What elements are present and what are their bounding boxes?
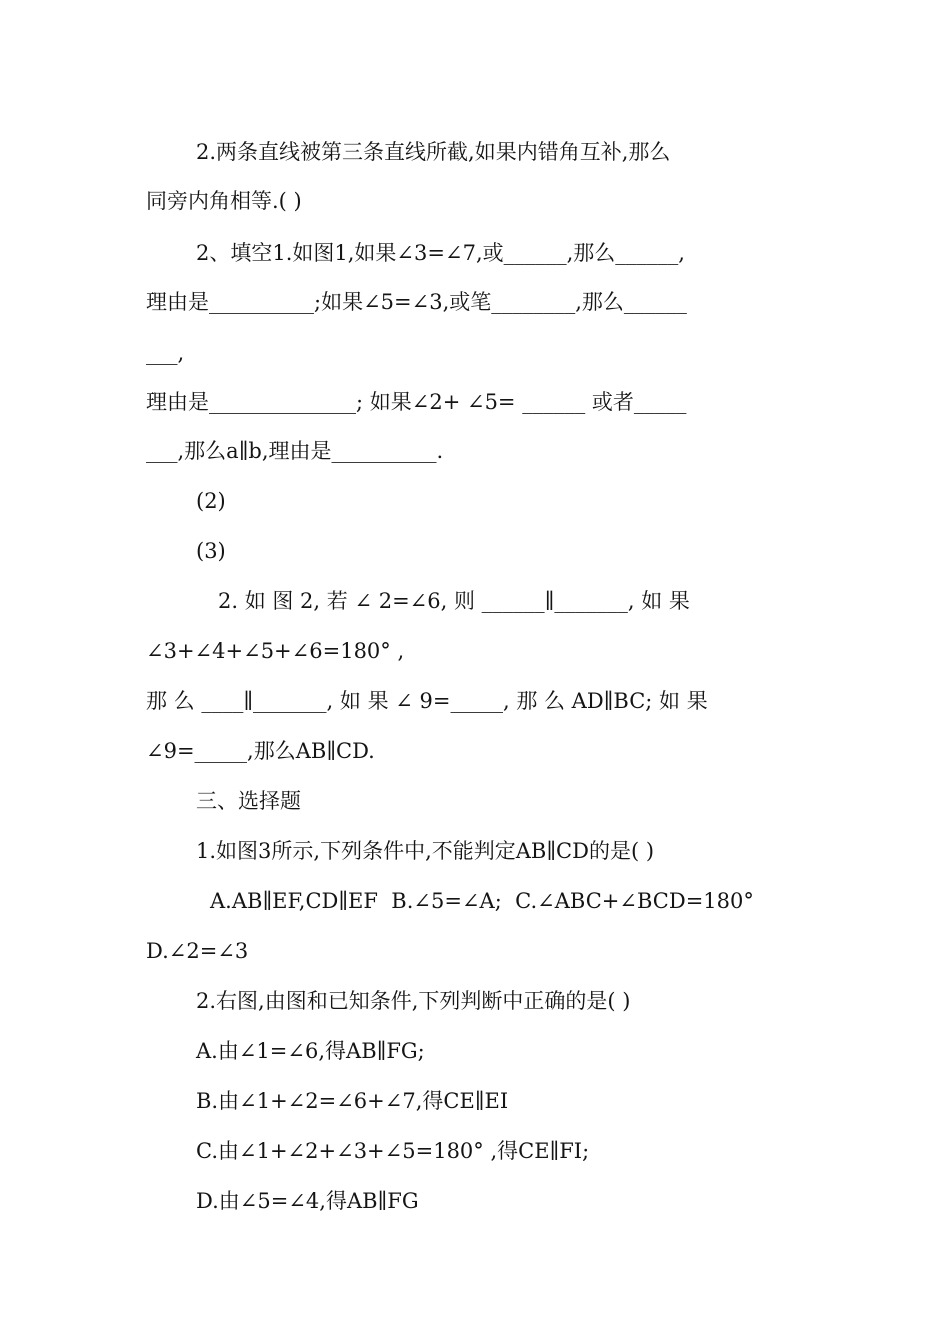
text-line: D.由∠5=∠4,得AB∥FG (196, 1189, 419, 1213)
text-line: ∠3+∠4+∠5+∠6=180° , (146, 639, 405, 663)
text-line: C.由∠1+∠2+∠3+∠5=180° ,得CE∥FI; (196, 1139, 590, 1163)
text-line: B.由∠1+∠2=∠6+∠7,得CE∥EI (196, 1089, 509, 1113)
text-line: A.由∠1=∠6,得AB∥FG; (196, 1039, 425, 1063)
text-line: ___,那么a∥b,理由是__________. (146, 439, 444, 463)
text-line: 2.两条直线被第三条直线所截,如果内错角互补,那么 (196, 140, 671, 164)
section-heading: 三、选择题 (196, 789, 301, 813)
text-line: 2. 如 图 2, 若 ∠ 2=∠6, 则 ______∥_______, 如 果 (218, 589, 690, 613)
text-line: 理由是______________; 如果∠2+ ∠5= ______ 或者_____ (146, 390, 687, 414)
text-line: (2) (196, 489, 226, 513)
text-line: 那 么 ____∥_______, 如 果 ∠ 9=_____, 那 么 AD∥BC; 如 果 (146, 689, 708, 713)
text-line: 1.如图3所示,下列条件中,不能判定AB∥CD的是( ) (196, 839, 655, 863)
text-line: (3) (196, 539, 226, 563)
text-line: 2、填空1.如图1,如果∠3=∠7,或______,那么______, (196, 241, 685, 265)
text-line: ___, (146, 341, 185, 365)
text-line: ∠9=_____,那么AB∥CD. (146, 739, 375, 763)
text-line: D.∠2=∠3 (146, 939, 249, 963)
text-line: 同旁内角相等.( ) (146, 189, 302, 213)
text-line: A.AB∥EF,CD∥EF B.∠5=∠A; C.∠ABC+∠BCD=180° (210, 889, 754, 913)
text-line: 2.右图,由图和已知条件,下列判断中正确的是( ) (196, 989, 631, 1013)
text-line: 理由是__________;如果∠5=∠3,或笔________,那么______ (146, 290, 687, 314)
